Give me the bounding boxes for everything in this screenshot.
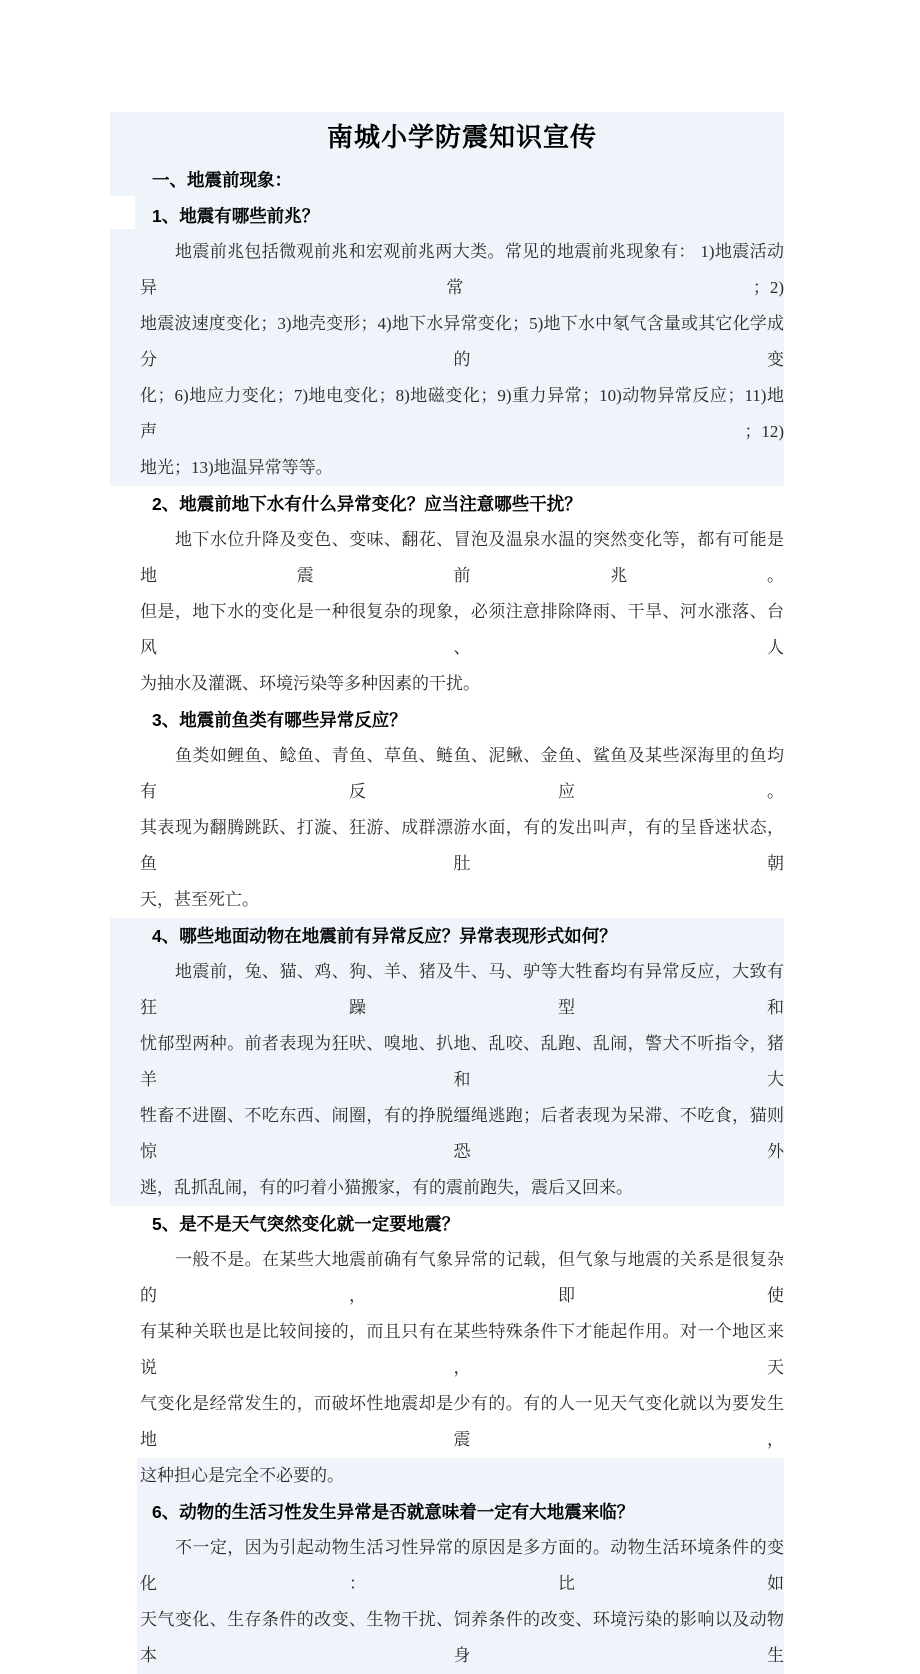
highlight-block-bottom	[137, 1458, 784, 1674]
paragraph-line: 其表现为翻腾跳跃、打漩、狂游、成群漂游水面，有的发出叫声，有的呈昏迷状态，鱼肚朝	[140, 818, 784, 873]
paragraph-line: 地震波速度变化；3)地壳变形；4)地下水异常变化；5)地下水中氡气含量或其它化学成分的变	[140, 314, 784, 369]
question-heading-5: 5、是不是天气突然变化就一定要地震？	[152, 1214, 460, 1234]
paragraph-line: 为抽水及灌溉、环境污染等多种因素的干扰。	[140, 674, 480, 693]
question-heading-3: 3、地震前鱼类有哪些异常反应？	[152, 710, 407, 730]
paragraph-line: 地下水位升降及变色、变味、翻花、冒泡及温泉水温的突然变化等，都有可能是地震前兆。	[140, 530, 784, 585]
paragraph-line: 天气变化、生存条件的改变、生物干扰、饲养条件的改变、环境污染的影响以及动物本身生	[140, 1610, 784, 1665]
section-heading: 一、地震前现象：	[152, 170, 292, 190]
paragraph-line: 地光；13)地温异常等等。	[140, 458, 333, 477]
paragraph-line: 地震前，兔、猫、鸡、狗、羊、猪及牛、马、驴等大牲畜均有异常反应，大致有狂躁型和	[140, 962, 784, 1017]
question-heading-1: 1、地震有哪些前兆？	[152, 206, 320, 226]
paragraph-line: 这种担心是完全不必要的。	[140, 1466, 344, 1485]
document-title: 南城小学防震知识宣传	[326, 122, 597, 152]
paragraph-line: 忧郁型两种。前者表现为狂吠、嗅地、扒地、乱咬、乱跑、乱闹，警犬不听指令，猪羊和大	[140, 1034, 784, 1089]
paragraph-line: 有某种关联也是比较间接的，而且只有在某些特殊条件下才能起作用。对一个地区来说，天	[140, 1322, 784, 1377]
paragraph-line: 天，甚至死亡。	[140, 890, 259, 909]
highlight-notch	[110, 196, 135, 229]
paragraph-line: 气变化是经常发生的，而破坏性地震却是少有的。有的人一见天气变化就以为要发生地震，	[140, 1394, 784, 1449]
paragraph-line: 不一定，因为引起动物生活习性异常的原因是多方面的。动物生活环境条件的变化：比如	[140, 1538, 784, 1593]
question-heading-6: 6、动物的生活习性发生异常是否就意味着一定有大地震来临？	[152, 1502, 635, 1522]
highlight-block-middle	[110, 918, 784, 1206]
paragraph-line: 牲畜不进圈、不吃东西、闹圈，有的挣脱缰绳逃跑；后者表现为呆滞、不吃食，猫则惊恐外	[140, 1106, 784, 1161]
paragraph-line: 逃，乱抓乱闹，有的叼着小猫搬家，有的震前跑失，震后又回来。	[140, 1178, 633, 1197]
paragraph-line: 鱼类如鲤鱼、鲶鱼、青鱼、草鱼、鲢鱼、泥鳅、金鱼、鲨鱼及某些深海里的鱼均有反应。	[140, 746, 784, 801]
highlight-block-top	[110, 112, 784, 486]
paragraph-line: 一般不是。在某些大地震前确有气象异常的记载，但气象与地震的关系是很复杂的，即使	[140, 1250, 784, 1305]
question-heading-4: 4、哪些地面动物在地震前有异常反应？异常表现形式如何？	[152, 926, 617, 946]
question-heading-2: 2、地震前地下水有什么异常变化？应当注意哪些干扰？	[152, 494, 582, 514]
paragraph-line: 地震前兆包括微观前兆和宏观前兆两大类。常见的地震前兆现象有： 1)地震活动异常；2)	[140, 242, 784, 297]
paragraph-line: 但是，地下水的变化是一种很复杂的现象，必须注意排除降雨、干旱、河水涨落、台风、人	[140, 602, 784, 657]
paragraph-line: 化；6)地应力变化；7)地电变化；8)地磁变化；9)重力异常；10)动物异常反应；11)地声；12)	[140, 386, 784, 441]
text-column	[140, 112, 784, 1674]
